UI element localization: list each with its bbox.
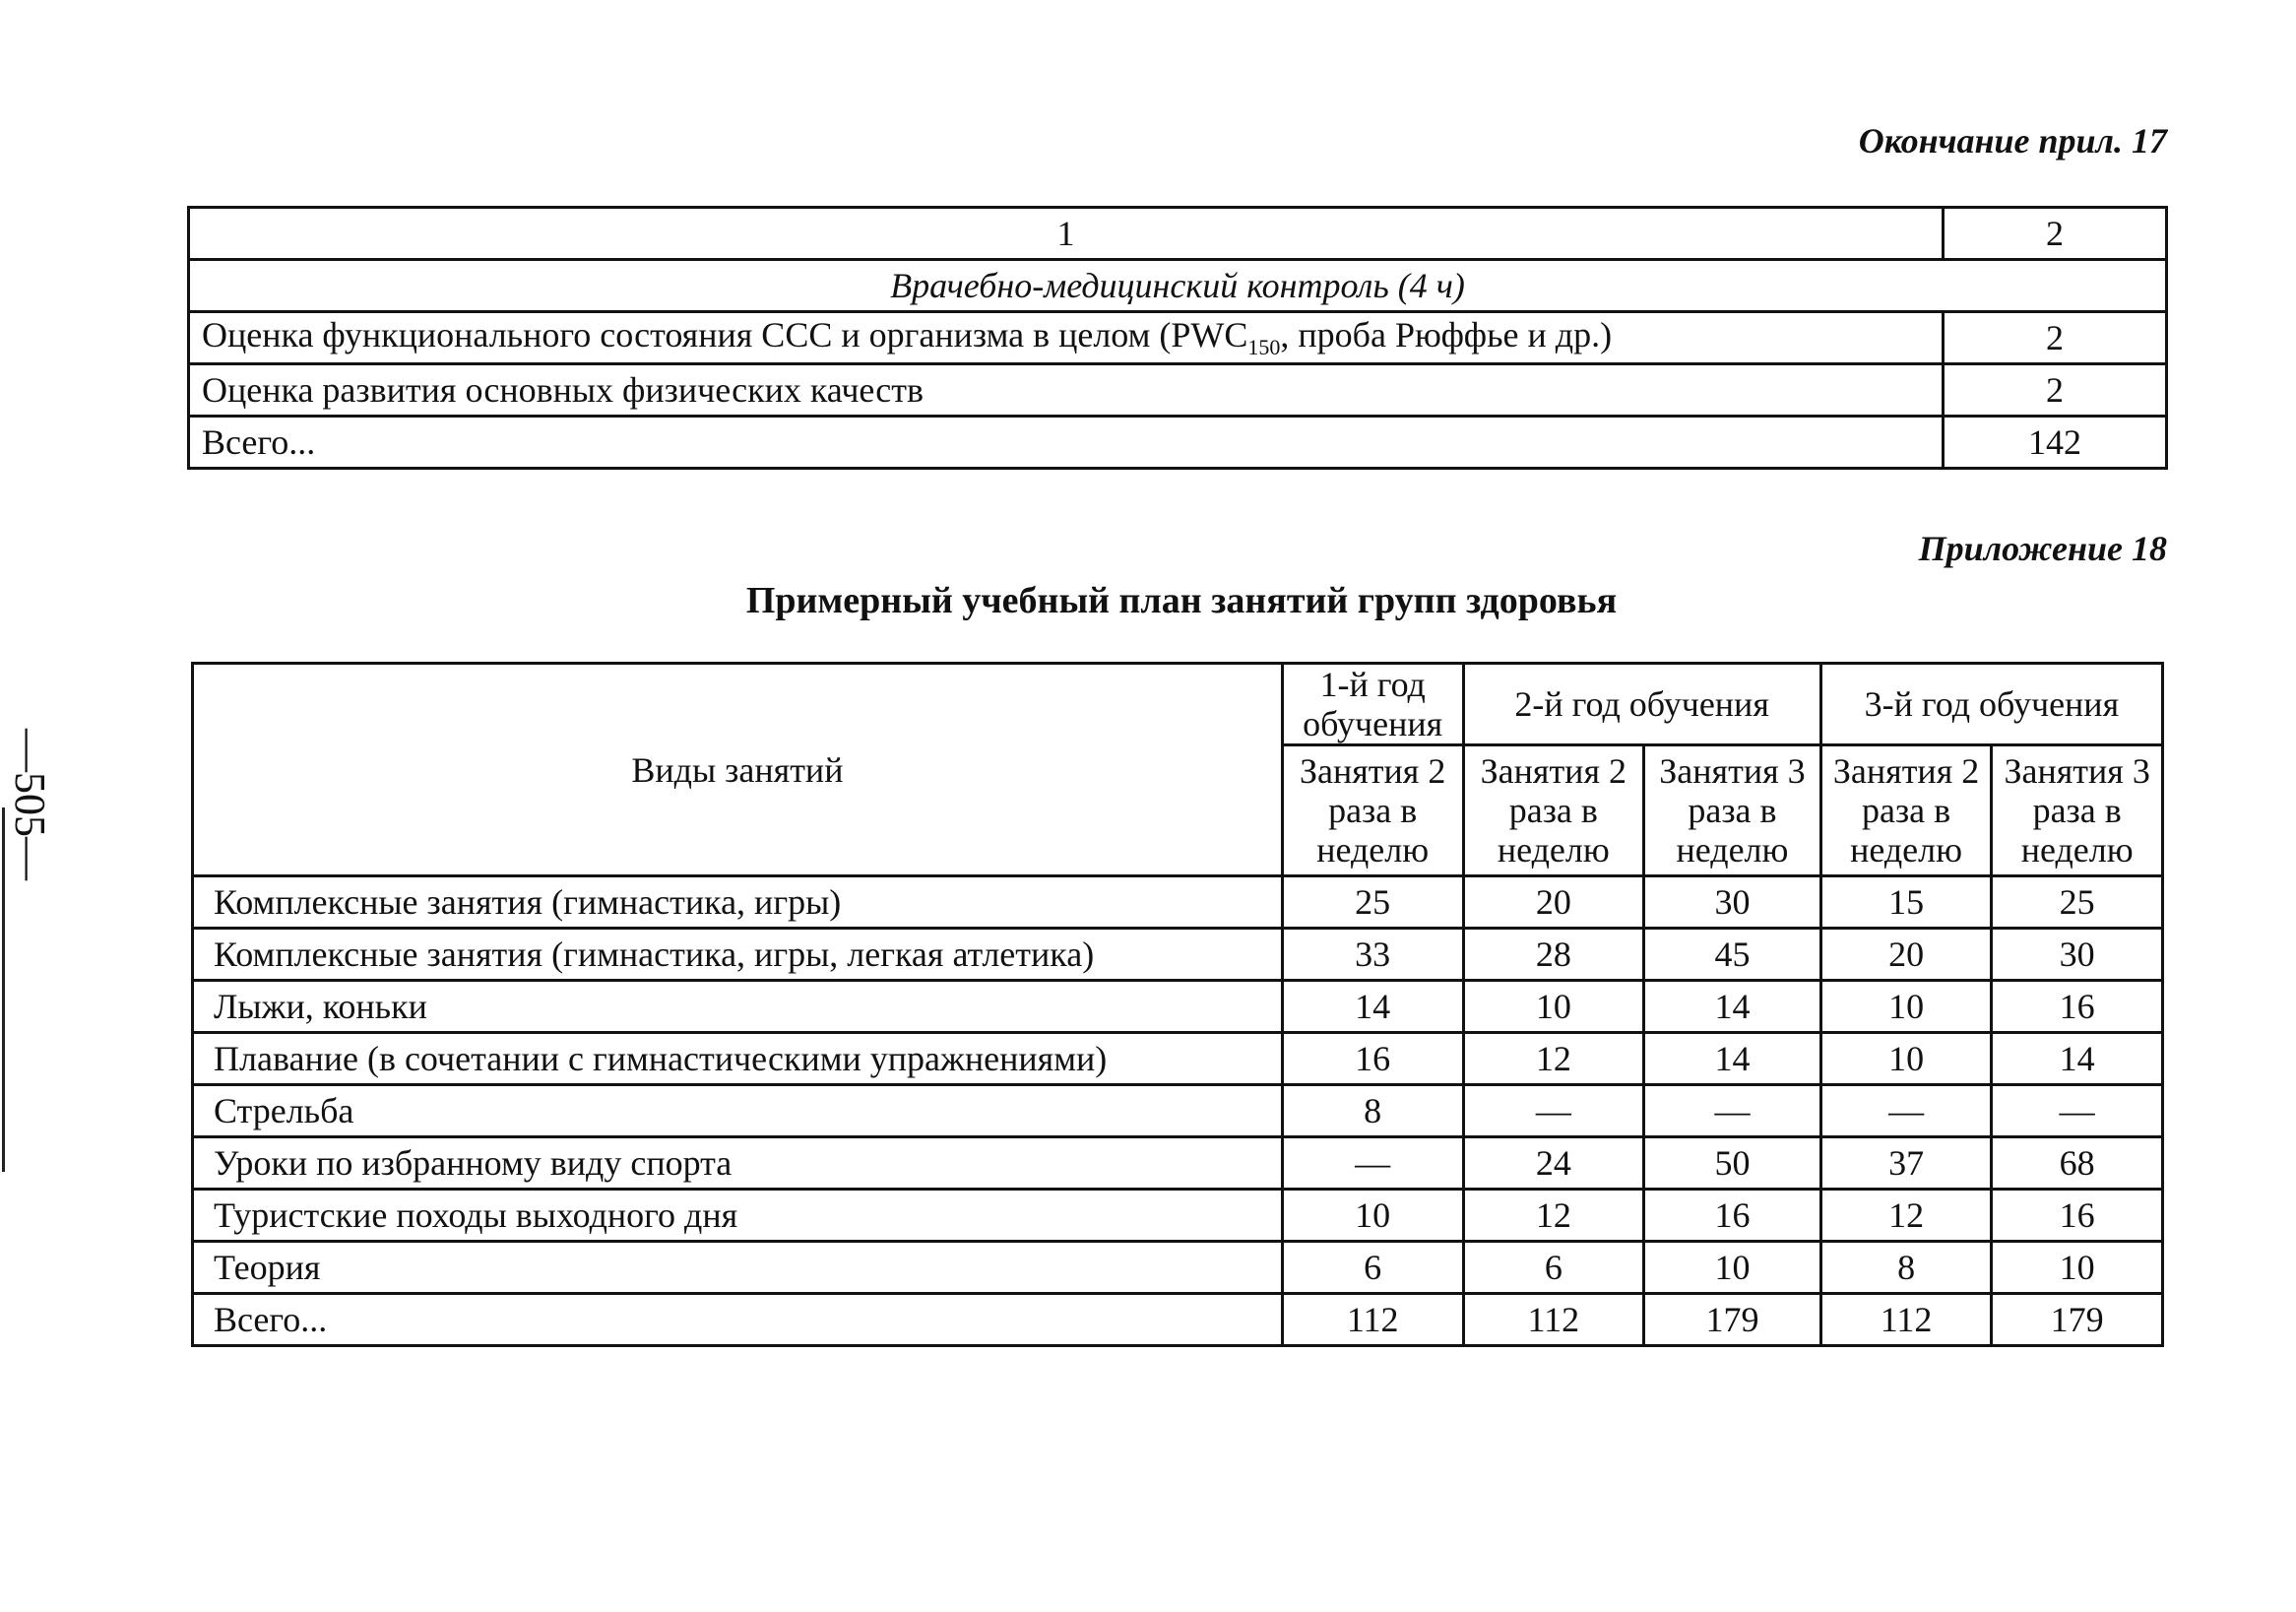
table-cell: 8 <box>1282 1085 1463 1137</box>
table-cell: 45 <box>1644 929 1821 981</box>
subheader: Занятия 3 раза в неделю <box>1644 745 1821 876</box>
table-cell: 6 <box>1463 1242 1644 1294</box>
table-cell: 8 <box>1820 1242 1992 1294</box>
table-cell: 12 <box>1463 1033 1644 1085</box>
table-cell: 10 <box>1992 1242 2163 1294</box>
table-row <box>189 208 2167 260</box>
table-cell: 25 <box>1992 876 2163 929</box>
row-label: Всего... <box>193 1294 1283 1346</box>
table-cell: 30 <box>1644 876 1821 929</box>
table-cell: 10 <box>1820 1033 1992 1085</box>
table-cell: Оценка функционального состояния ССС и организма в целом ($PWC_{150}$, проба Рюффье и др.) <box>189 312 1944 364</box>
table-cell: — <box>1820 1085 1992 1137</box>
row-label: Комплексные занятия (гимнастика, игры) <box>193 876 1283 929</box>
column-header-activity: Виды занятий <box>193 664 1283 876</box>
table-cell: 10 <box>1820 981 1992 1033</box>
table-cell: 14 <box>1644 981 1821 1033</box>
table-row <box>193 876 2163 929</box>
table-cell: 10 <box>1282 1190 1463 1242</box>
table-cell: 112 <box>1282 1294 1463 1346</box>
row-label: Уроки по избранному виду спорта <box>193 1137 1283 1190</box>
table-cell: 10 <box>1644 1242 1821 1294</box>
table-row <box>193 929 2163 981</box>
subheader: Занятия 2 раза в неделю <box>1282 745 1463 876</box>
margin-rule <box>2 807 5 1172</box>
table-cell: 12 <box>1820 1190 1992 1242</box>
table-cell: 2 <box>1944 312 2167 364</box>
row-label: Теория <box>193 1242 1283 1294</box>
table-cell: 33 <box>1282 929 1463 981</box>
table-study-plan <box>191 662 2164 1347</box>
table-row <box>193 1085 2163 1137</box>
table-cell: — <box>1992 1085 2163 1137</box>
row-label: Комплексные занятия (гимнастика, игры, легкая атлетика) <box>193 929 1283 981</box>
table-cell: Оценка развития основных физических качеств <box>189 364 1944 417</box>
subheader: Занятия 3 раза в неделю <box>1992 745 2163 876</box>
table-cell: 24 <box>1463 1137 1644 1190</box>
table-row <box>193 1242 2163 1294</box>
row-label: Лыжи, коньки <box>193 981 1283 1033</box>
section-heading: Врачебно-медицинский контроль (4 ч) <box>189 260 2167 312</box>
table-cell: — <box>1463 1085 1644 1137</box>
table-row <box>193 1137 2163 1190</box>
table-cell: 12 <box>1463 1190 1644 1242</box>
table-cell: 2 <box>1944 208 2167 260</box>
table-row <box>189 312 2167 364</box>
header-row <box>193 664 2163 745</box>
year-header: 1-й год обучения <box>1282 664 1463 745</box>
table1-caption: Окончание прил. 17 <box>1858 121 2167 161</box>
table-cell: 14 <box>1992 1033 2163 1085</box>
table-cell: 16 <box>1992 1190 2163 1242</box>
table-appendix-17 <box>187 206 2168 470</box>
table-cell: 20 <box>1463 876 1644 929</box>
row-label: Плавание (в сочетании с гимнастическими упражнениями) <box>193 1033 1283 1085</box>
table-cell: 16 <box>1992 981 2163 1033</box>
year-header: 3-й год обучения <box>1820 664 2162 745</box>
table-row-total <box>193 1294 2163 1346</box>
table-cell: — <box>1282 1137 1463 1190</box>
table-row <box>189 260 2167 312</box>
table-cell: 112 <box>1463 1294 1644 1346</box>
table-cell: 10 <box>1463 981 1644 1033</box>
table-cell: 25 <box>1282 876 1463 929</box>
table-cell: 2 <box>1944 364 2167 417</box>
appendix-label: Приложение 18 <box>1918 529 2167 568</box>
table-cell: 179 <box>1992 1294 2163 1346</box>
table-cell: 179 <box>1644 1294 1821 1346</box>
table-cell: 28 <box>1463 929 1644 981</box>
year-header: 2-й год обучения <box>1463 664 1820 745</box>
table-row <box>189 417 2167 469</box>
subheader: Занятия 2 раза в неделю <box>1820 745 1992 876</box>
table-cell: 15 <box>1820 876 1992 929</box>
table-cell: 68 <box>1992 1137 2163 1190</box>
table-cell: 14 <box>1644 1033 1821 1085</box>
table-row <box>193 1190 2163 1242</box>
table2-title: Примерный учебный план занятий групп здоровья <box>745 580 1618 621</box>
table-cell: 16 <box>1644 1190 1821 1242</box>
table-cell: — <box>1644 1085 1821 1137</box>
table-cell: 30 <box>1992 929 2163 981</box>
table-row <box>193 1033 2163 1085</box>
table-cell: 20 <box>1820 929 1992 981</box>
table-cell: 16 <box>1282 1033 1463 1085</box>
row-label: Туристские походы выходного дня <box>193 1190 1283 1242</box>
table-cell: 50 <box>1644 1137 1821 1190</box>
table-cell: 6 <box>1282 1242 1463 1294</box>
table-cell: 1 <box>189 208 1944 260</box>
table-cell: 37 <box>1820 1137 1992 1190</box>
table-cell: 14 <box>1282 981 1463 1033</box>
page-number: —505— <box>6 729 54 880</box>
row-label: Стрельба <box>193 1085 1283 1137</box>
subheader: Занятия 2 раза в неделю <box>1463 745 1644 876</box>
table-row <box>193 981 2163 1033</box>
table-row <box>189 364 2167 417</box>
table-cell: 112 <box>1820 1294 1992 1346</box>
table-cell: 142 <box>1944 417 2167 469</box>
table-cell: Всего... <box>189 417 1944 469</box>
